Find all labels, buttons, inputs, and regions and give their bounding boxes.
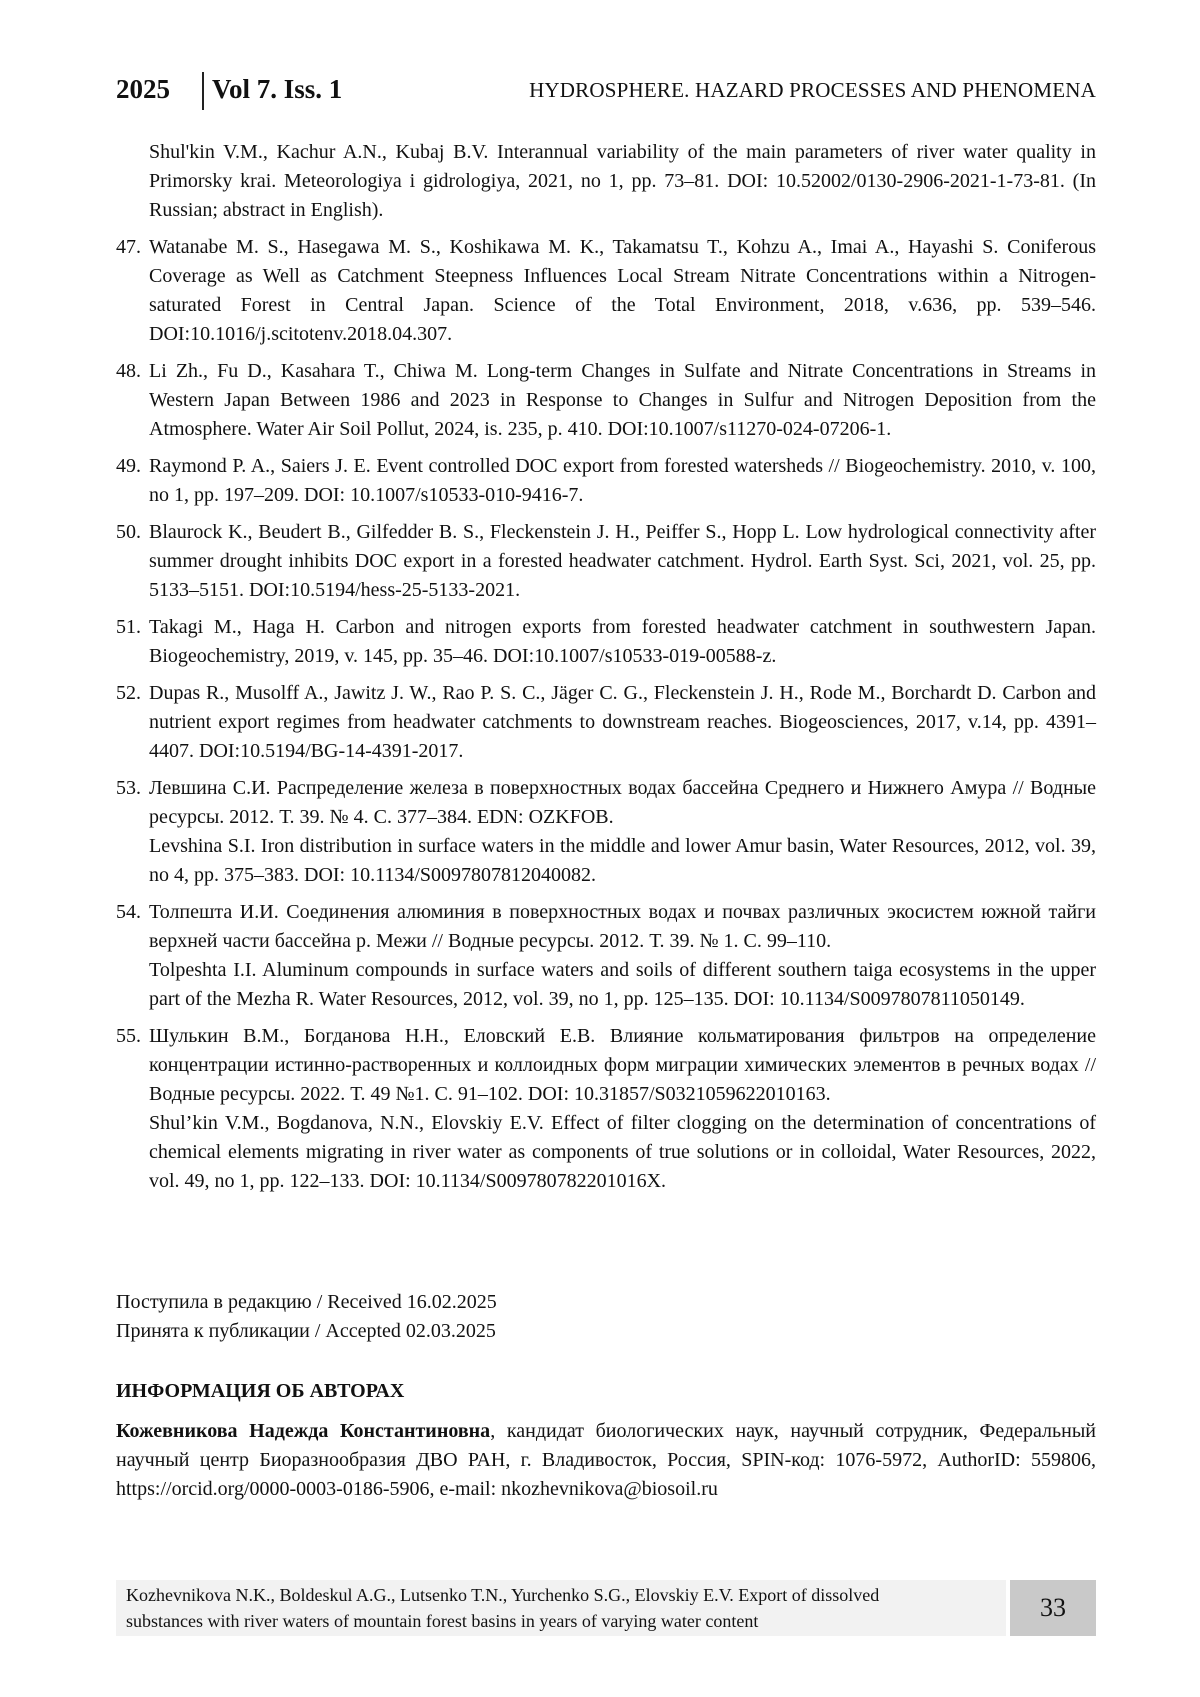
received-date: Поступила в редакцию / Received 16.02.2025 bbox=[116, 1291, 497, 1313]
reference-item bbox=[116, 898, 1096, 1014]
authors-section-title: ИНФОРМАЦИЯ ОБ АВТОРАХ bbox=[116, 1380, 405, 1402]
journal-title: HYDROSPHERE. HAZARD PROCESSES AND PHENOMENA bbox=[529, 78, 1096, 102]
reference-item bbox=[116, 518, 1096, 605]
reference-number: 50. bbox=[116, 521, 141, 543]
accepted-date: Принята к публикации / Accepted 02.03.2025 bbox=[116, 1320, 496, 1342]
footer-citation-line: substances with river waters of mountain forest basins in years of varying water content bbox=[126, 1611, 759, 1631]
reference-item bbox=[116, 233, 1096, 349]
reference-number: 51. bbox=[116, 616, 141, 638]
author-name: Кожевникова Надежда Константиновна bbox=[116, 1420, 491, 1442]
reference-number: 52. bbox=[116, 682, 141, 704]
reference-text-english: Tolpeshta I.I. Aluminum compounds in surface waters and soils of different southern taiga ecosystems in the upper part of the Mezha R. Water Resources, 2012, vol. 39, no 1, pp. 125–135. DOI: 10.1134/S0097807811050149. bbox=[149, 959, 1096, 1010]
reference-item bbox=[116, 138, 1096, 225]
reference-item bbox=[116, 679, 1096, 766]
footer-citation-line: Kozhevnikova N.K., Boldeskul A.G., Lutsenko T.N., Yurchenko S.G., Elovskiy E.V. Export of dissolved bbox=[126, 1585, 880, 1605]
submission-dates bbox=[116, 1288, 497, 1346]
page-footer bbox=[116, 1580, 1096, 1636]
reference-list bbox=[116, 138, 1096, 1204]
reference-number: 48. bbox=[116, 360, 141, 382]
reference-item bbox=[116, 774, 1096, 890]
reference-text-russian: Толпешта И.И. Соединения алюминия в поверхностных водах и почвах различных экосистем южной тайги верхней части бассейна р. Межи // Водные ресурсы. 2012. Т. 39. № 1. С. 99–110. bbox=[149, 901, 1096, 952]
reference-item bbox=[116, 357, 1096, 444]
author-info bbox=[116, 1417, 1096, 1504]
reference-number: 55. bbox=[116, 1025, 141, 1047]
footer-citation bbox=[116, 1580, 1006, 1636]
reference-number: 53. bbox=[116, 777, 141, 799]
reference-number: 54. bbox=[116, 901, 141, 923]
reference-text-russian: Шулькин В.М., Богданова Н.Н., Еловский Е.В. Влияние кольматирования фильтров на определение концентрации истинно-растворенных и коллоидных форм миграции химических элементов в речных водах // Водные ресурсы. 2022. Т. 49 №1. С. 91–102. DOI: 10.31857/S0321059622010163. bbox=[149, 1025, 1096, 1105]
reference-text: Watanabe M. S., Hasegawa M. S., Koshikawa M. K., Takamatsu T., Kohzu A., Imai A., Hayashi S. Coniferous Coverage as Well as Catchment Steepness Influences Local Stream Nitrate Concentrations within a Nitrogen-saturated Forest in Central Japan. Science of the Total Environment, 2018, v.636, pp. 539–546. DOI:10.1016/j.scitotenv.2018.04.307. bbox=[149, 236, 1096, 345]
reference-number: 47. bbox=[116, 236, 141, 258]
reference-text-english: Levshina S.I. Iron distribution in surface waters in the middle and lower Amur basin, Water Resources, 2012, vol. 39, no 4, pp. 375–383. DOI: 10.1134/S0097807812040082. bbox=[149, 835, 1096, 886]
volume-issue: Vol 7. Iss. 1 bbox=[212, 74, 343, 104]
reference-text: Raymond P. A., Saiers J. E. Event controlled DOC export from forested watersheds // Biogeochemistry. 2010, v. 100, no 1, pp. 197–209. DOI: 10.1007/s10533-010-9416-7. bbox=[149, 455, 1096, 506]
reference-text: Takagi M., Haga H. Carbon and nitrogen exports from forested headwater catchment in southwestern Japan. Biogeochemistry, 2019, v. 145, pp. 35–46. DOI:10.1007/s10533-019-00588-z. bbox=[149, 616, 1096, 667]
page-number: 33 bbox=[1010, 1580, 1096, 1636]
running-header bbox=[116, 74, 1096, 114]
reference-text-english: Shul’kin V.M., Bogdanova, N.N., Elovskiy E.V. Effect of filter clogging on the determination of concentrations of chemical elements migrating in river water as components of true solutions or in colloidal, Water Resources, 2022, vol. 49, no 1, pp. 122–133. DOI: 10.1134/S009780782201016X. bbox=[149, 1112, 1096, 1192]
author-details: , кандидат биологических наук, научный сотрудник, Федеральный научный центр Биоразнообразия ДВО РАН, г. Владивосток, Россия, SPIN-код: 1076-5972, AuthorID: 559806, https://orcid.org/0000-0003-0186-5906, e-mail: nkozhevnikova@biosoil.ru bbox=[116, 1420, 1096, 1500]
header-divider bbox=[202, 72, 204, 110]
reference-text: Shul'kin V.M., Kachur A.N., Kubaj B.V. Interannual variability of the main parameters of river water quality in Primorsky krai. Meteorologiya i gidrologiya, 2021, no 1, pp. 73–81. DOI: 10.52002/0130-2906-2021-1-73-81. (In Russian; abstract in English). bbox=[149, 141, 1096, 221]
issue-year: 2025 bbox=[116, 74, 170, 104]
reference-text: Dupas R., Musolff A., Jawitz J. W., Rao P. S. C., Jäger C. G., Fleckenstein J. H., Rode M., Borchardt D. Carbon and nutrient export regimes from headwater catchments to downstream reaches. Biogeosciences, 2017, v.14, pp. 4391–4407. DOI:10.5194/BG-14-4391-2017. bbox=[149, 682, 1096, 762]
reference-item bbox=[116, 1022, 1096, 1196]
reference-text-russian: Левшина С.И. Распределение железа в поверхностных водах бассейна Среднего и Нижнего Амура // Водные ресурсы. 2012. Т. 39. № 4. С. 377–384. EDN: OZKFOB. bbox=[149, 777, 1096, 828]
reference-item bbox=[116, 613, 1096, 671]
reference-text: Li Zh., Fu D., Kasahara T., Chiwa M. Long-term Changes in Sulfate and Nitrate Concentrations in Streams in Western Japan Between 1986 and 2023 in Response to Changes in Sulfur and Nitrogen Deposition from the Atmosphere. Water Air Soil Pollut, 2024, is. 235, p. 410. DOI:10.1007/s11270-024-07206-1. bbox=[149, 360, 1096, 440]
reference-number: 49. bbox=[116, 455, 141, 477]
reference-item bbox=[116, 452, 1096, 510]
reference-text: Blaurock K., Beudert B., Gilfedder B. S., Fleckenstein J. H., Peiffer S., Hopp L. Low hydrological connectivity after summer drought inhibits DOC export in a forested headwater catchment. Hydrol. Earth Syst. Sci, 2021, vol. 25, pp. 5133–5151. DOI:10.5194/hess-25-5133-2021. bbox=[149, 521, 1096, 601]
